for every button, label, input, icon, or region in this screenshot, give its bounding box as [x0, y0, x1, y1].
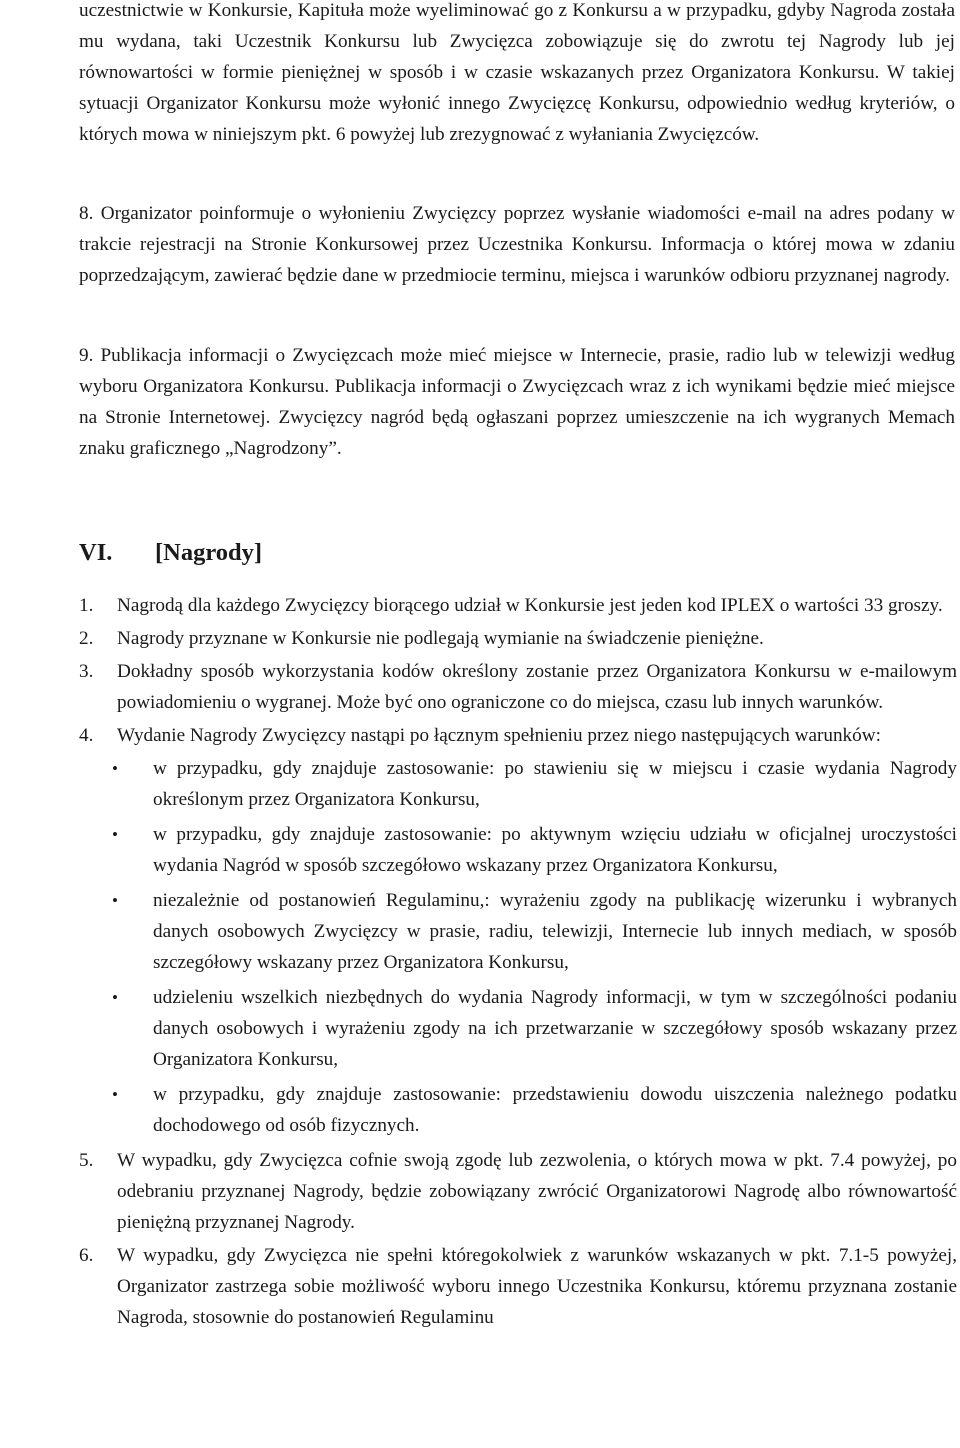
list-item: [79, 623, 957, 654]
bullet-text: w przypadku, gdy znajduje zastosowanie: po aktywnym wzięciu udziału w oficjalnej uroczystości wydania Nagród w sposób szczegółowo wskazany przez Organizatora Konkursu,: [153, 824, 957, 876]
item-text: Wydanie Nagrody Zwycięzcy nastąpi po łącznym spełnieniu przez niego następujących warunków:: [117, 725, 881, 746]
bullet-text: udzieleniu wszelkich niezbędnych do wydania Nagrody informacji, w tym w szczególności podaniu danych osobowych i wyrażeniu zgody na ich przetwarzanie w szczegółowy sposób wskazany przez Organizatora Konkursu,: [153, 987, 957, 1070]
conditions-bullet-list: [79, 753, 957, 1141]
bullet-icon: •: [112, 825, 118, 844]
bullet-item: [79, 885, 957, 978]
item-number: 2.: [79, 628, 94, 649]
list-item: [79, 720, 957, 751]
bullet-text: w przypadku, gdy znajduje zastosowanie: przedstawieniu dowodu uiszczenia należnego podatku dochodowego od osób fizycznych.: [153, 1084, 957, 1136]
paragraph-continuation: uczestnictwie w Konkursie, Kapituła może wyeliminować go z Konkursu a w przypadku, gdyby Nagroda została mu wydana, taki Uczestnik Konkursu lub Zwycięzca zobowiązuje się do zwrotu tej Nagrody lub jej równowartości w formie pieniężnej w sposób i w czasie wskazanych przez Organizatora Konkursu. W takiej sytuacji Organizator Konkursu może wyłonić innego Zwycięzcę Konkursu, odpowiednio według kryteriów, o których mowa w niniejszym pkt. 6 powyżej lub zrezygnować z wyłaniania Zwycięzców.: [79, 0, 955, 145]
prizes-list: [79, 590, 957, 1335]
item-number: 5.: [79, 1150, 94, 1171]
item-text: Nagrodą dla każdego Zwycięzcy biorącego udział w Konkursie jest jeden kod IPLEX o wartości 33 groszy.: [117, 595, 943, 616]
item-text: Nagrody przyznane w Konkursie nie podlegają wymianie na świadczenie pieniężne.: [117, 628, 764, 649]
bullet-item: [79, 1079, 957, 1141]
section-heading: [79, 537, 262, 569]
item-text: W wypadku, gdy Zwycięzca nie spełni któregokolwiek z warunków wskazanych w pkt. 7.1-5 powyżej, Organizator zastrzega sobie możliwość wyboru innego Uczestnika Konkursu, któremu przyznana zostanie Nagroda, stosownie do postanowień Regulaminu: [117, 1245, 957, 1328]
item-text: Dokładny sposób wykorzystania kodów określony zostanie przez Organizatora Konkursu w e-mailowym powiadomieniu o wygranej. Może być ono ograniczone co do miejsca, czasu lub innych warunków.: [117, 661, 957, 713]
bullet-icon: •: [112, 891, 118, 910]
bullet-text: w przypadku, gdy znajduje zastosowanie: po stawieniu się w miejscu i czasie wydania Nagrody określonym przez Organizatora Konkursu,: [153, 758, 957, 810]
paragraph-9: 9. Publikacja informacji o Zwycięzcach może mieć miejsce w Internecie, prasie, radio lub w telewizji według wyboru Organizatora Konkursu. Publikacja informacji o Zwycięzcach wraz z ich wynikami będzie mieć miejsce na Stronie Internetowej. Zwycięzcy nagród będą ogłaszani poprzez umieszczenie na ich wygranych Memach znaku graficznego „Nagrodzony”.: [79, 345, 955, 459]
list-item: [79, 656, 957, 718]
bullet-icon: •: [112, 759, 118, 778]
list-item: [79, 1240, 957, 1333]
item-text: W wypadku, gdy Zwycięzca cofnie swoją zgodę lub zezwolenia, o których mowa w pkt. 7.4 powyżej, po odebraniu przyznanej Nagrody, będzie zobowiązany zwrócić Organizatorowi Nagrodę albo równowartość pieniężną przyznanej Nagrody.: [117, 1150, 957, 1233]
bullet-item: [79, 819, 957, 881]
bullet-icon: •: [112, 1085, 118, 1104]
item-number: 3.: [79, 661, 94, 682]
item-number: 1.: [79, 595, 94, 616]
bullet-icon: •: [112, 988, 118, 1007]
bullet-text: niezależnie od postanowień Regulaminu,: wyrażeniu zgody na publikację wizerunku i wybranych danych osobowych Zwycięzcy w prasie, radiu, telewizji, Internecie lub innych mediach, w sposób szczegółowy wskazany przez Organizatora Konkursu,: [153, 890, 957, 973]
paragraph-8: 8. Organizator poinformuje o wyłonieniu Zwycięzcy poprzez wysłanie wiadomości e-mail na adres podany w trakcie rejestracji na Stronie Konkursowej przez Uczestnika Konkursu. Informacja o której mowa w zdaniu poprzedzającym, zawierać będzie dane w przedmiocie terminu, miejsca i warunków odbioru przyznanej nagrody.: [79, 203, 955, 286]
list-item: [79, 1145, 957, 1238]
section-number: VI.: [79, 539, 113, 566]
bullet-item: [79, 753, 957, 815]
list-item: [79, 590, 957, 621]
bullet-item: [79, 982, 957, 1075]
item-number: 6.: [79, 1245, 94, 1266]
section-title: [Nagrody]: [155, 539, 263, 566]
item-number: 4.: [79, 725, 94, 746]
